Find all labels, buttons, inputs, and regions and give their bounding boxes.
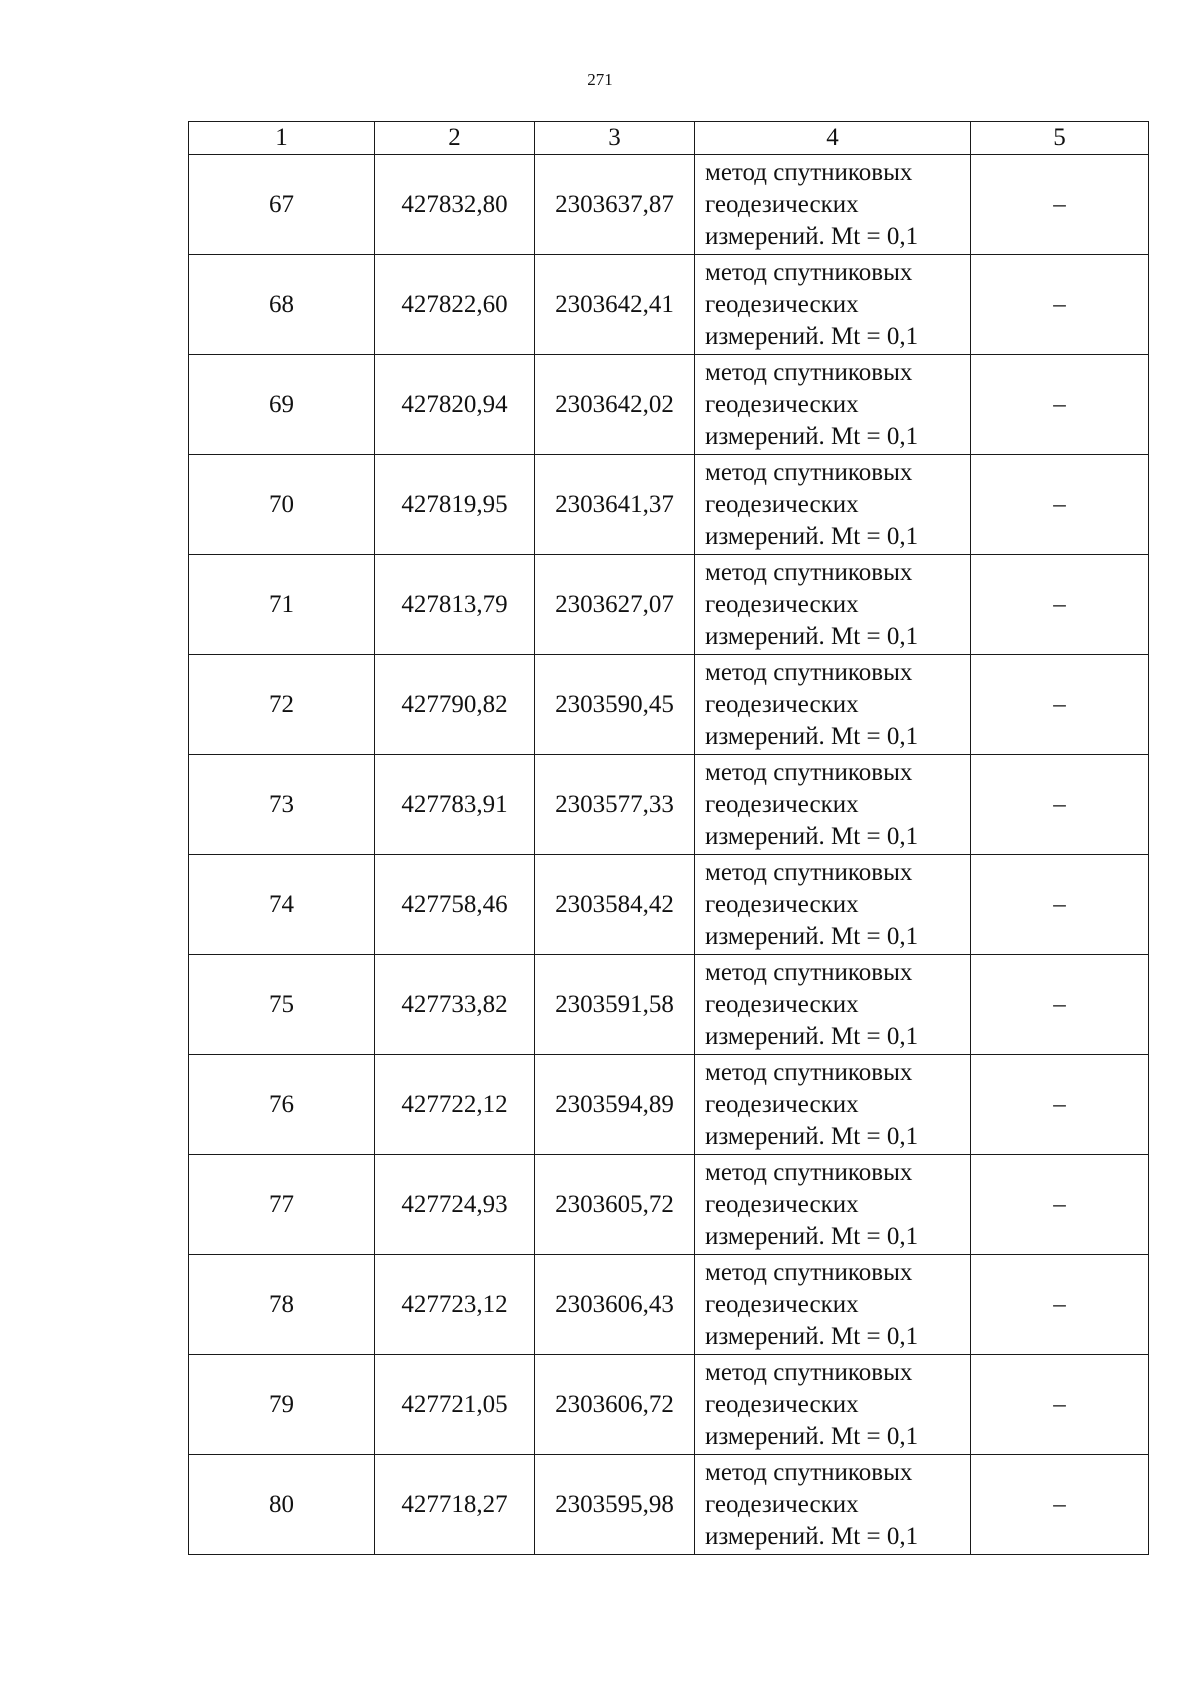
y-coordinate-cell: 2303627,07 <box>535 555 695 655</box>
x-coordinate-cell: 427822,60 <box>375 255 535 355</box>
y-coordinate-cell: 2303590,45 <box>535 655 695 755</box>
table-row <box>189 155 1149 255</box>
y-coordinate-cell: 2303641,37 <box>535 455 695 555</box>
method-line: измерений. Mt = 0,1 <box>705 422 919 450</box>
method-line: метод спутниковых <box>705 858 913 886</box>
method-line: метод спутниковых <box>705 1458 913 1486</box>
method-cell <box>695 555 971 655</box>
x-coordinate-cell: 427723,12 <box>375 1255 535 1355</box>
method-line: геодезических <box>705 1190 859 1218</box>
method-cell <box>695 955 971 1055</box>
header-row <box>189 122 1149 155</box>
table-row <box>189 1255 1149 1355</box>
y-coordinate-cell: 2303594,89 <box>535 1055 695 1155</box>
point-number-cell: 73 <box>189 755 375 855</box>
note-cell: – <box>971 655 1149 755</box>
note-cell: – <box>971 455 1149 555</box>
x-coordinate-cell: 427819,95 <box>375 455 535 555</box>
method-cell <box>695 455 971 555</box>
method-line: метод спутниковых <box>705 158 913 186</box>
header-col-5: 5 <box>971 122 1149 155</box>
note-cell: – <box>971 1155 1149 1255</box>
method-line: метод спутниковых <box>705 1258 913 1286</box>
x-coordinate-cell: 427832,80 <box>375 155 535 255</box>
method-line: метод спутниковых <box>705 558 913 586</box>
x-coordinate-cell: 427724,93 <box>375 1155 535 1255</box>
method-line: метод спутниковых <box>705 258 913 286</box>
method-line: измерений. Mt = 0,1 <box>705 822 919 850</box>
note-cell: – <box>971 755 1149 855</box>
note-cell: – <box>971 155 1149 255</box>
point-number-cell: 74 <box>189 855 375 955</box>
method-cell <box>695 1055 971 1155</box>
table-row <box>189 1155 1149 1255</box>
note-cell: – <box>971 555 1149 655</box>
method-cell <box>695 1355 971 1455</box>
page-number: 271 <box>587 70 613 89</box>
point-number-cell: 75 <box>189 955 375 1055</box>
x-coordinate-cell: 427813,79 <box>375 555 535 655</box>
point-number-cell: 69 <box>189 355 375 455</box>
method-line: геодезических <box>705 690 859 718</box>
header-col-3: 3 <box>535 122 695 155</box>
y-coordinate-cell: 2303584,42 <box>535 855 695 955</box>
method-line: геодезических <box>705 790 859 818</box>
x-coordinate-cell: 427783,91 <box>375 755 535 855</box>
x-coordinate-cell: 427718,27 <box>375 1455 535 1555</box>
point-number-cell: 79 <box>189 1355 375 1455</box>
method-cell <box>695 255 971 355</box>
coordinates-table <box>188 121 1149 1555</box>
point-number-cell: 70 <box>189 455 375 555</box>
method-line: геодезических <box>705 990 859 1018</box>
method-line: метод спутниковых <box>705 1058 913 1086</box>
header-col-4: 4 <box>695 122 971 155</box>
header-col-1: 1 <box>189 122 375 155</box>
method-cell <box>695 655 971 755</box>
x-coordinate-cell: 427758,46 <box>375 855 535 955</box>
point-number-cell: 78 <box>189 1255 375 1355</box>
method-line: измерений. Mt = 0,1 <box>705 1122 919 1150</box>
method-cell <box>695 1455 971 1555</box>
point-number-cell: 72 <box>189 655 375 755</box>
point-number-cell: 67 <box>189 155 375 255</box>
table-row <box>189 755 1149 855</box>
method-line: измерений. Mt = 0,1 <box>705 1022 919 1050</box>
method-cell <box>695 355 971 455</box>
header-col-2: 2 <box>375 122 535 155</box>
method-cell <box>695 1255 971 1355</box>
table-header <box>189 122 1149 155</box>
note-cell: – <box>971 255 1149 355</box>
method-line: геодезических <box>705 1490 859 1518</box>
method-line: измерений. Mt = 0,1 <box>705 1522 919 1550</box>
method-cell <box>695 855 971 955</box>
method-line: метод спутниковых <box>705 758 913 786</box>
note-cell: – <box>971 855 1149 955</box>
method-line: измерений. Mt = 0,1 <box>705 1222 919 1250</box>
method-line: метод спутниковых <box>705 1358 913 1386</box>
y-coordinate-cell: 2303642,02 <box>535 355 695 455</box>
note-cell: – <box>971 1055 1149 1155</box>
method-line: метод спутниковых <box>705 958 913 986</box>
point-number-cell: 76 <box>189 1055 375 1155</box>
note-cell: – <box>971 955 1149 1055</box>
method-line: измерений. Mt = 0,1 <box>705 222 919 250</box>
x-coordinate-cell: 427820,94 <box>375 355 535 455</box>
method-line: геодезических <box>705 290 859 318</box>
method-line: измерений. Mt = 0,1 <box>705 622 919 650</box>
point-number-cell: 68 <box>189 255 375 355</box>
table-row <box>189 255 1149 355</box>
method-line: метод спутниковых <box>705 458 913 486</box>
method-line: геодезических <box>705 1390 859 1418</box>
y-coordinate-cell: 2303606,72 <box>535 1355 695 1455</box>
method-cell <box>695 155 971 255</box>
table-row <box>189 355 1149 455</box>
y-coordinate-cell: 2303595,98 <box>535 1455 695 1555</box>
method-line: метод спутниковых <box>705 658 913 686</box>
table-row <box>189 555 1149 655</box>
table-row <box>189 455 1149 555</box>
x-coordinate-cell: 427722,12 <box>375 1055 535 1155</box>
table-row <box>189 1355 1149 1455</box>
method-line: измерений. Mt = 0,1 <box>705 722 919 750</box>
point-number-cell: 71 <box>189 555 375 655</box>
table-body <box>189 155 1149 1555</box>
y-coordinate-cell: 2303642,41 <box>535 255 695 355</box>
point-number-cell: 77 <box>189 1155 375 1255</box>
method-line: геодезических <box>705 190 859 218</box>
table-row <box>189 955 1149 1055</box>
x-coordinate-cell: 427721,05 <box>375 1355 535 1455</box>
method-line: измерений. Mt = 0,1 <box>705 1322 919 1350</box>
x-coordinate-cell: 427733,82 <box>375 955 535 1055</box>
method-line: метод спутниковых <box>705 358 913 386</box>
y-coordinate-cell: 2303591,58 <box>535 955 695 1055</box>
y-coordinate-cell: 2303577,33 <box>535 755 695 855</box>
note-cell: – <box>971 1255 1149 1355</box>
method-line: геодезических <box>705 1290 859 1318</box>
method-line: геодезических <box>705 1090 859 1118</box>
method-line: измерений. Mt = 0,1 <box>705 522 919 550</box>
method-cell <box>695 1155 971 1255</box>
note-cell: – <box>971 355 1149 455</box>
y-coordinate-cell: 2303606,43 <box>535 1255 695 1355</box>
point-number-cell: 80 <box>189 1455 375 1555</box>
note-cell: – <box>971 1455 1149 1555</box>
table-row <box>189 1055 1149 1155</box>
table-row <box>189 1455 1149 1555</box>
method-line: измерений. Mt = 0,1 <box>705 922 919 950</box>
table-row <box>189 655 1149 755</box>
x-coordinate-cell: 427790,82 <box>375 655 535 755</box>
y-coordinate-cell: 2303605,72 <box>535 1155 695 1255</box>
table-row <box>189 855 1149 955</box>
method-line: измерений. Mt = 0,1 <box>705 322 919 350</box>
method-line: геодезических <box>705 890 859 918</box>
method-line: измерений. Mt = 0,1 <box>705 1422 919 1450</box>
method-line: геодезических <box>705 390 859 418</box>
y-coordinate-cell: 2303637,87 <box>535 155 695 255</box>
method-line: геодезических <box>705 590 859 618</box>
method-line: метод спутниковых <box>705 1158 913 1186</box>
note-cell: – <box>971 1355 1149 1455</box>
method-line: геодезических <box>705 490 859 518</box>
method-cell <box>695 755 971 855</box>
